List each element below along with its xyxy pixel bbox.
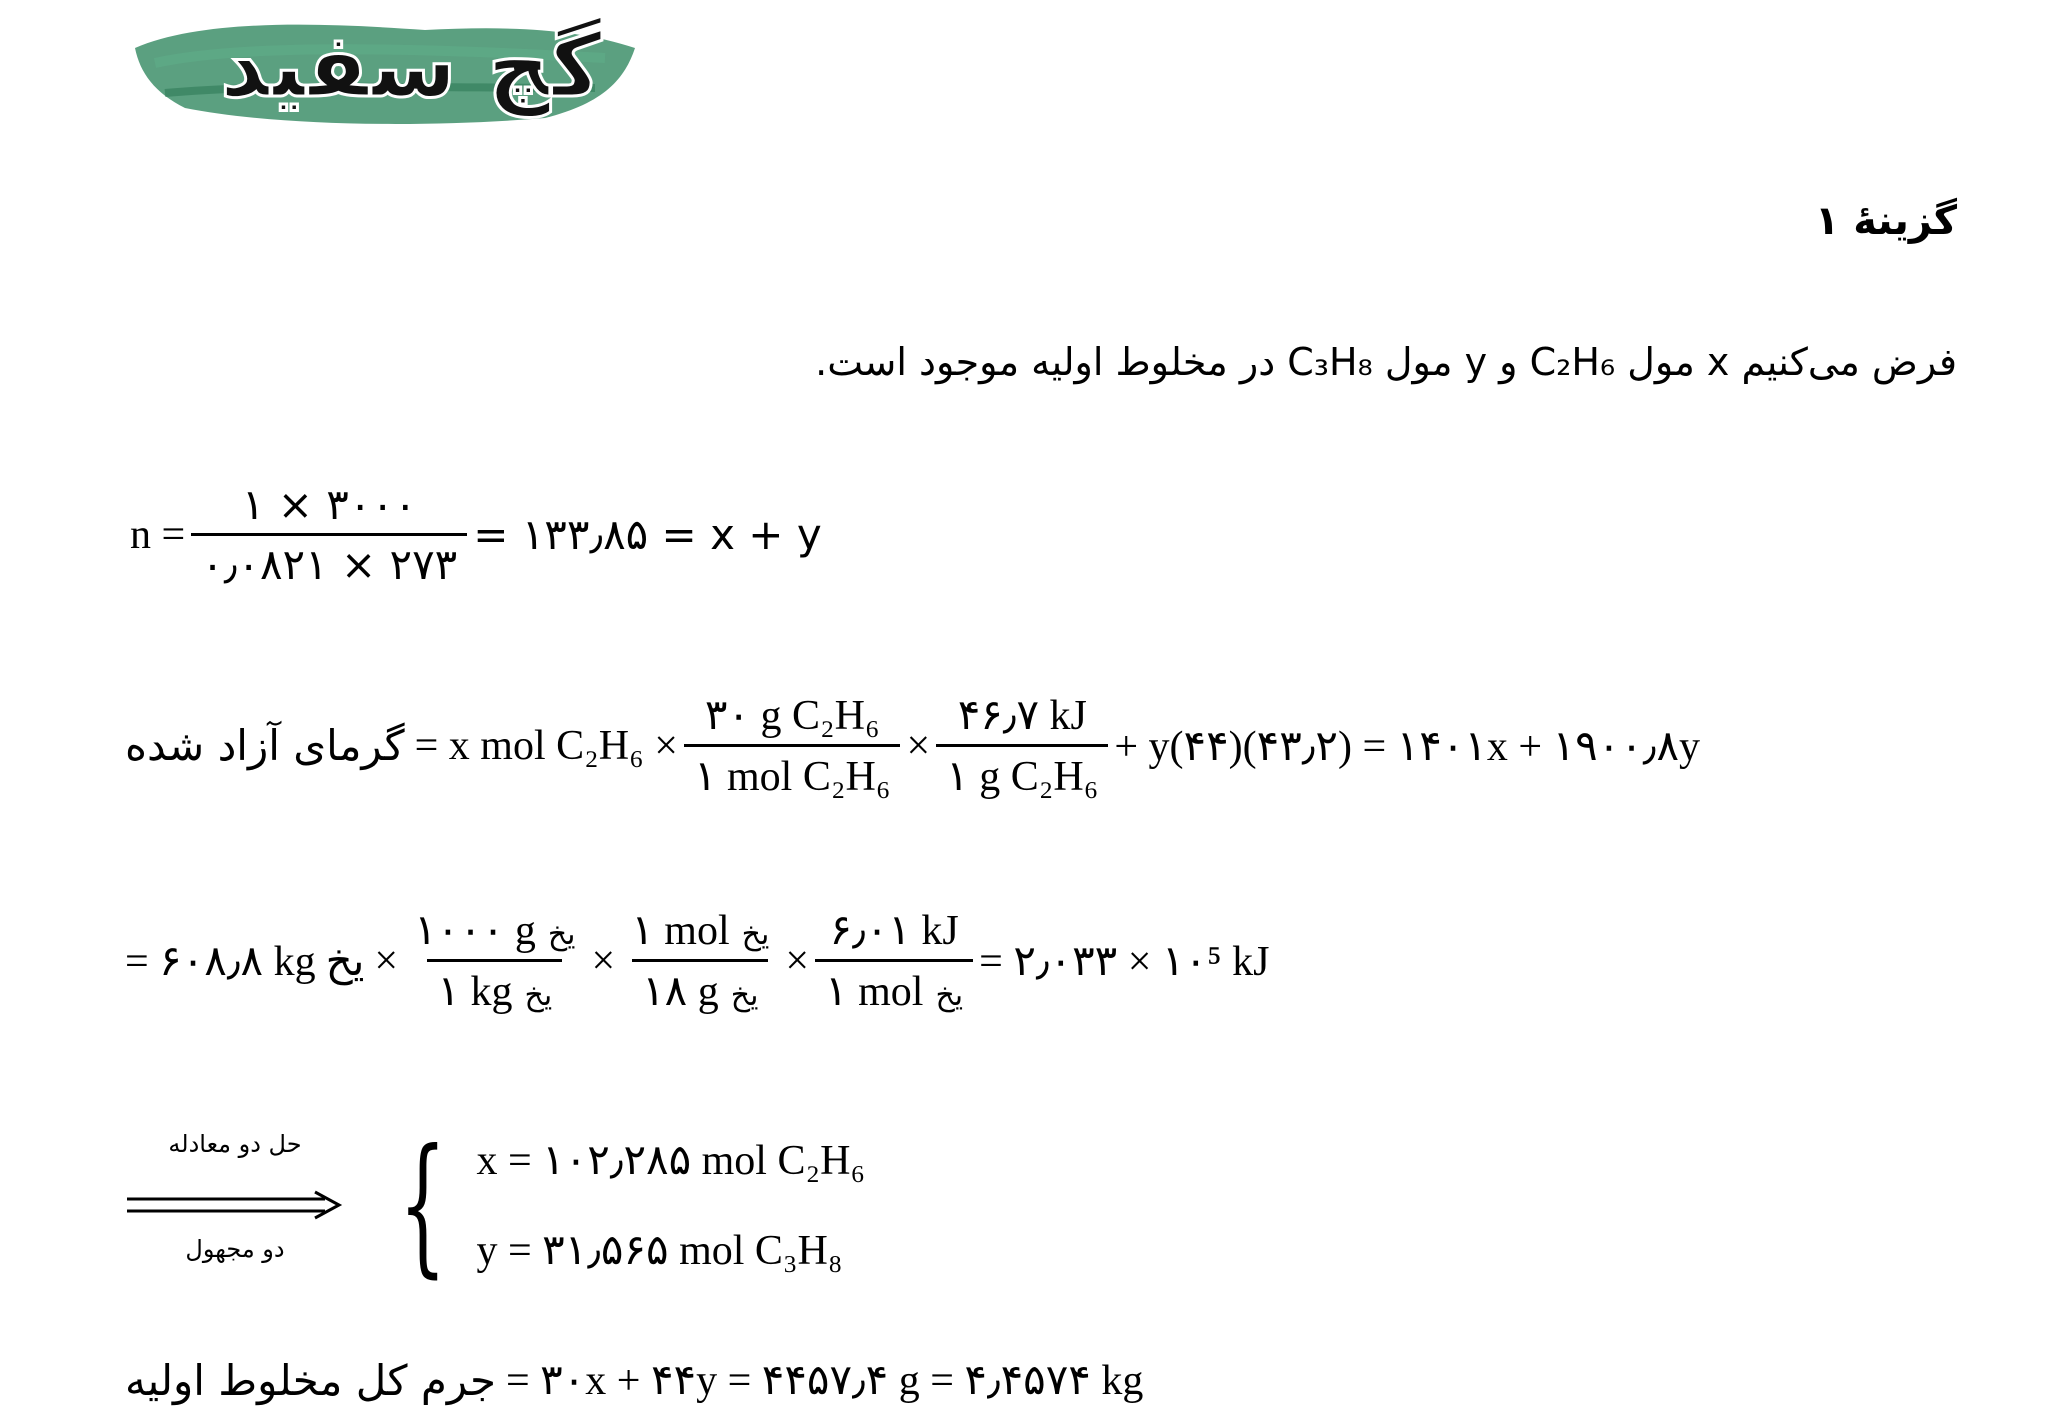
eq-n-fraction xyxy=(191,480,467,589)
eq-ice-times-2: × xyxy=(591,937,616,984)
eq-heat-frac1-top: ۳۰ g C₂H₆ xyxy=(704,693,880,739)
eq-heat-label: گرمای آزاد شده xyxy=(125,721,405,770)
eq-heat-term1: = x mol C₂H₆ × xyxy=(414,722,678,769)
gach-sefid-logo xyxy=(125,8,645,143)
implies-arrow xyxy=(125,1120,345,1290)
solutions xyxy=(476,1135,865,1275)
logo-text: گچ سفید xyxy=(220,14,602,117)
equation-total-mass xyxy=(125,1355,1143,1405)
eq-ice-rhs: = ۲٫۰۳۳ × ۱۰⁵ kJ xyxy=(979,938,1270,985)
eq-ice-fraction-1 xyxy=(404,905,585,1016)
solution-y: y = ۳۱٫۵۶۵ mol C₃H₈ xyxy=(476,1228,843,1274)
eq-ice-f3-bottom-ice: یخ xyxy=(935,978,964,1013)
eq-mass-rhs: = ۳۰x + ۴۴y = ۴۴۵۷٫۴ g = ۴٫۴۵۷۴ kg xyxy=(506,1358,1144,1404)
arrow-label-top: حل دو معادله xyxy=(168,1130,302,1158)
eq-ice-f2-top: ۱ mol xyxy=(631,908,730,954)
arrow-label-bottom: دو مجهول xyxy=(185,1235,285,1263)
eq-ice-times-1: × xyxy=(374,937,399,984)
eq-n-numerator: ۱ × ۳۰۰۰ xyxy=(241,480,417,529)
equation-heat xyxy=(125,690,1700,801)
eq-ice-fraction-2 xyxy=(621,905,779,1016)
eq-heat-fraction-1 xyxy=(684,690,901,801)
eq-heat-frac2-top: ۴۶٫۷ kJ xyxy=(957,693,1087,739)
eq-heat-fraction-2 xyxy=(936,690,1108,801)
equation-solve-system xyxy=(125,1120,865,1290)
double-arrow-icon xyxy=(125,1190,345,1220)
equation-ice xyxy=(125,905,1270,1016)
eq-n-denominator: ۰٫۰۸۲۱ × ۲۷۳ xyxy=(191,533,467,589)
eq-mass-label: جرم کل مخلوط اولیه xyxy=(125,1355,496,1405)
intro-text: فرض می‌کنیم x مول C₂H₆ و y مول C₃H₈ در مخلوط اولیه موجود است. xyxy=(815,340,1957,384)
eq-ice-f1-bottom: ۱ kg xyxy=(437,969,513,1015)
eq-ice-f2-bottom-ice: یخ xyxy=(730,978,759,1013)
eq-heat-frac1-bottom: ۱ mol C₂H₆ xyxy=(684,744,901,801)
eq-ice-f1-top: ۱۰۰۰ g xyxy=(414,908,536,954)
eq-ice-f1-bottom-ice: یخ xyxy=(524,978,553,1013)
eq-ice-f3-bottom: ۱ mol xyxy=(825,969,924,1015)
eq-ice-f3-top: ۶٫۰۱ kJ xyxy=(829,908,959,954)
eq-n-rhs: = ۱۳۳٫۸۵ = x + y xyxy=(473,510,822,559)
eq-ice-times-3: × xyxy=(785,937,810,984)
eq-heat-frac2-bottom: ۱ g C₂H₆ xyxy=(936,744,1108,801)
equation-moles xyxy=(130,480,822,589)
left-brace-icon: { xyxy=(398,1118,447,1292)
eq-ice-unit-ice: یخ xyxy=(325,936,365,985)
eq-heat-rhs: + y(۴۴)(۴۳٫۲) = ۱۴۰۱x + ۱۹۰۰٫۸y xyxy=(1114,723,1700,770)
solution-x: x = ۱۰۲٫۲۸۵ mol C₂H₆ xyxy=(476,1138,866,1184)
eq-ice-f1-top-ice: یخ xyxy=(547,917,576,952)
eq-n-lhs: n = xyxy=(130,511,186,558)
option-heading: گزینهٔ ۱ xyxy=(1814,198,1957,244)
eq-ice-f2-bottom: ۱۸ g xyxy=(642,969,719,1015)
eq-ice-fraction-3 xyxy=(815,905,973,1016)
eq-ice-lhs: = ۶۰۸٫۸ kg xyxy=(125,938,316,985)
eq-ice-f2-top-ice: یخ xyxy=(741,917,770,952)
eq-heat-times: × xyxy=(906,722,931,769)
